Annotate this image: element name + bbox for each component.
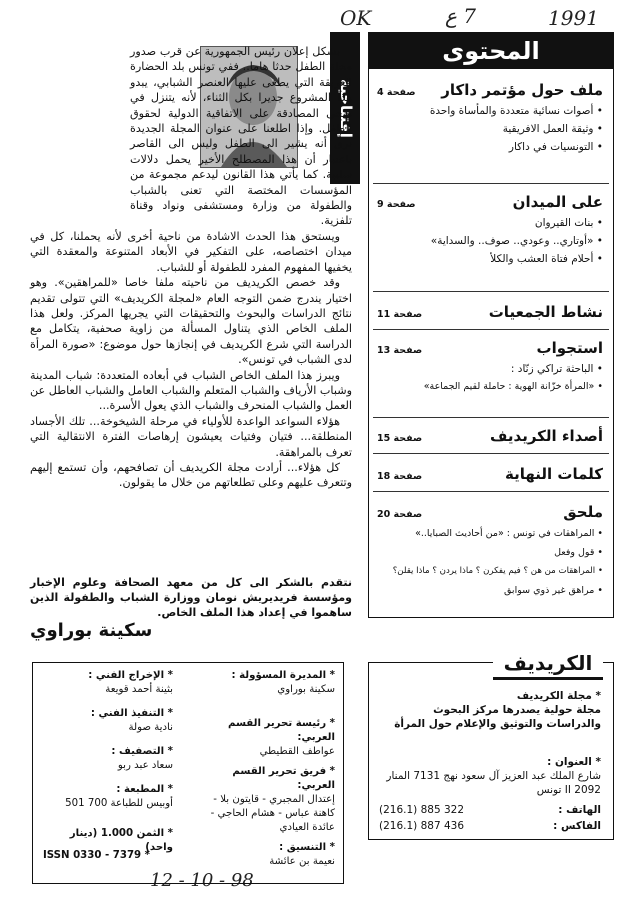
section-title: ملف حول مؤتمر داكار bbox=[441, 81, 603, 99]
section-item: • قول وفعل bbox=[377, 543, 603, 562]
credit-label: * التنسيق : bbox=[279, 842, 335, 853]
credit-value: إعتدال المجبري - قايتون بلا - كاهنة عباس - هشام الحاجي - عائدة العيادي bbox=[210, 794, 335, 833]
section-item: • أصوات نسائية متعددة والمأساة واحدة bbox=[377, 102, 603, 120]
credit-value: نادية صولة bbox=[128, 722, 173, 733]
editorial-tab: إفتتاحية bbox=[330, 32, 360, 184]
credit-value: سعاد عبد ربو bbox=[117, 760, 173, 771]
credit-label: * الإخراج الفني : bbox=[88, 670, 173, 681]
section-title: استجواب bbox=[536, 339, 603, 357]
credif-logo: الكريديف bbox=[493, 649, 603, 680]
credit-value: عواطف القطيطي bbox=[259, 746, 335, 757]
section-page: صفحة 4 bbox=[377, 87, 416, 98]
contents-section bbox=[377, 503, 603, 600]
editorial-paragraph: ويستحق هذا الحدث الاشادة من ناحية أخرى لأنه يحملنا، كل في ميدان اختصاصه، على التفكير في الأبعاد المتنوعة والمعقدة التي يخفيها المفهوم المفرد للطفولة أو للشباب. bbox=[30, 229, 352, 274]
section-page: صفحة 20 bbox=[377, 509, 423, 520]
editorial-paragraph: هؤلاء السواعد الواعدة للأولياء في مرحلة الشيخوخة... تلك الأجساد المنطلقة... فتيان وفتيات يعيشون إرهاصات الفترة الانتقالية التي تعرف بالمراهقة. bbox=[30, 414, 352, 459]
editorial-signature: سكينة بوراوي bbox=[30, 620, 153, 641]
contents-section bbox=[377, 465, 603, 483]
divider bbox=[373, 183, 609, 184]
credit-label: * الثمن bbox=[136, 828, 173, 839]
magazine-description: مجلة حولية يصدرها مركز البحوث والدراسات والتوثيق والإعلام حول المرأة bbox=[394, 704, 601, 730]
section-title: على الميدان bbox=[512, 193, 603, 211]
phone-row bbox=[379, 803, 601, 817]
handwriting-bottom: 12 - 10 - 98 bbox=[150, 870, 254, 891]
section-item: • الباحثة تراكي زنّاد : bbox=[377, 360, 603, 378]
credit-entry bbox=[43, 783, 173, 811]
section-item: • أحلام فتاة العشب والكلأ bbox=[377, 250, 603, 268]
divider bbox=[373, 491, 609, 492]
fax-row bbox=[379, 819, 601, 833]
address-text: شارع الملك عبد العزيز آل سعود نهج 7131 المنار II 2092 تونس bbox=[386, 770, 601, 796]
credit-entry bbox=[43, 707, 173, 735]
credit-value: أوبيس للطباعة 700 501 bbox=[65, 798, 173, 809]
section-title: أصداء الكريديف bbox=[490, 427, 603, 445]
address-label: * العنوان : bbox=[547, 756, 601, 768]
credit-label: * المديرة المسؤولة : bbox=[231, 670, 335, 681]
credit-value: نعيمة بن عائشة bbox=[269, 856, 335, 867]
fax-number: (216.1) 887 436 bbox=[379, 820, 465, 832]
credit-label: * المطبعة : bbox=[116, 784, 173, 795]
editorial-body bbox=[30, 44, 352, 491]
credit-label: * التنفيذ الفني : bbox=[90, 708, 173, 719]
divider bbox=[373, 291, 609, 292]
divider bbox=[373, 417, 609, 418]
credit-value: بثينة أحمد قويعة bbox=[105, 684, 173, 695]
credit-value: 1.000 (دينار واحد) bbox=[69, 828, 173, 853]
thanks-note: نتقدم بالشكر الى كل من معهد الصحافة وعلوم الإخبار ومؤسسة فريديريش نومان ووزارة الشباب والطفولة الذين ساهموا في إعداد هذا الملف الخاص. bbox=[30, 576, 352, 619]
credit-label: * التصفيف : bbox=[111, 746, 173, 757]
section-item: • المراهقات من هن ؟ فيم يفكرن ؟ ماذا يردن ؟ ماذا يقلن؟ bbox=[377, 562, 603, 581]
section-title: كلمات النهاية bbox=[505, 465, 603, 483]
phone-label: الهاتف : bbox=[558, 804, 601, 816]
contents-section bbox=[377, 339, 603, 396]
contents-section bbox=[377, 303, 603, 321]
editorial-paragraph: وقد خصص الكريديف من ناحيته ملفا خاصا «للمراهقين». وهو اختيار يندرج ضمن التوجه العام «لمجلة الكريديف» التي تتولى تقديم نتائج الدراسات والبحوث والتحقيقات التي يجريها المركز. ولعل هذا الملف الخاص الذي يتناول المسألة من زاوية صحفية، يتكامل مع الدراسة التي شرع الكريديف في إنجازها حول موضوع: «صورة المرأة لدى الشباب في تونس». bbox=[30, 276, 352, 367]
section-item: • وثيقة العمل الافريقية bbox=[377, 120, 603, 138]
section-item: • «المرأة خزّانة الهوية : حاملة لقيم الجماعة» bbox=[377, 378, 603, 396]
handwriting-top-right: 1991 bbox=[548, 6, 599, 30]
credit-entry bbox=[43, 745, 173, 773]
section-item: • المراهقات في تونس : «من أحاديث الصبايا..» bbox=[377, 524, 603, 543]
section-item: • مراهق غير ذوي سوابق bbox=[377, 581, 603, 600]
section-item: • بنات القيروان bbox=[377, 214, 603, 232]
section-page: صفحة 18 bbox=[377, 471, 423, 482]
handwriting-top-mid: 7 ع bbox=[445, 4, 477, 28]
phone-number: (216.1) 885 322 bbox=[379, 804, 465, 816]
editorial-paragraph: بشكل إعلان رئيس الجمهورية عن قرب صدور مجلة الطفل حدثا هاما.. ففي تونس بلد الحضارة العريقة التي يطغى عليها العنصر الشبابي، يبدو هذا المشروع جديرا بكل الثناء، لأنه يتنزل في منحى المصادقة على الاتفاقية الدولية لحقوق الطفل. وإذا اطلعنا على عنوان المجلة الجديدة نرى أنه يشير الى الطفل وليس الى القاصر باعتبار أن هذا المصطلح الأخير يحمل دلالات سلبية. كما يأتي هذا القانون ليدعم مجموعة من المؤسسات المختصة التي تعنى بالشباب والطفولة من وزارة ومستشفى ونواد وقناة تلفزية. bbox=[130, 45, 352, 228]
section-item: • التونسيات في داكار bbox=[377, 138, 603, 156]
credit-entry bbox=[195, 765, 335, 835]
credit-entry bbox=[43, 669, 173, 697]
section-page: صفحة 13 bbox=[377, 345, 423, 356]
section-title: ملحق bbox=[563, 503, 603, 521]
section-item: • «أوتاري.. وعودي.. صوف.. والسداية» bbox=[377, 232, 603, 250]
contents-section bbox=[377, 193, 603, 268]
credits-box bbox=[32, 662, 344, 884]
section-page: صفحة 15 bbox=[377, 433, 423, 444]
fax-label: الفاكس : bbox=[553, 820, 601, 832]
magazine-label: * مجلة الكريديف bbox=[516, 690, 601, 702]
credit-label: ISSN bbox=[43, 850, 70, 861]
editorial-paragraph: ويبرز هذا الملف الخاص الشباب في أبعاده المتعددة: شباب المدينة وشباب الأرياف والشباب المتعلم والشباب العامل والشباب العاطل عن العمل والشباب المنحرف والشباب الذي يعول الأسرة... bbox=[30, 368, 352, 413]
divider bbox=[373, 329, 609, 330]
credit-entry bbox=[195, 841, 335, 869]
editorial-paragraph: كل هؤلاء... أرادت مجلة الكريديف أن تصافحهم، وأن تستمع إليهم وتتعرف عليهم وعلى تطلعاتهم من خلال ما يقولون. bbox=[30, 460, 352, 490]
contents-box bbox=[368, 32, 614, 618]
handwriting-top-left: OK bbox=[340, 6, 372, 30]
contents-section bbox=[377, 81, 603, 156]
credit-label: * فريق تحرير القسم العربي: bbox=[232, 766, 335, 791]
contents-title: المحتوى bbox=[369, 33, 613, 69]
credit-label: * رئيسة تحرير القسم العربي: bbox=[227, 718, 335, 743]
section-page: صفحة 11 bbox=[377, 309, 423, 320]
credit-issn bbox=[43, 849, 173, 863]
brand-box bbox=[368, 651, 614, 840]
contents-section bbox=[377, 427, 603, 445]
divider bbox=[373, 453, 609, 454]
credit-value: 0330 - 7379 * bbox=[73, 850, 150, 861]
section-title: نشاط الجمعيات bbox=[488, 303, 603, 321]
section-page: صفحة 9 bbox=[377, 199, 416, 210]
credit-entry bbox=[195, 669, 335, 697]
credit-entry bbox=[195, 717, 335, 759]
credit-value: سكينة بوراوي bbox=[277, 684, 335, 695]
